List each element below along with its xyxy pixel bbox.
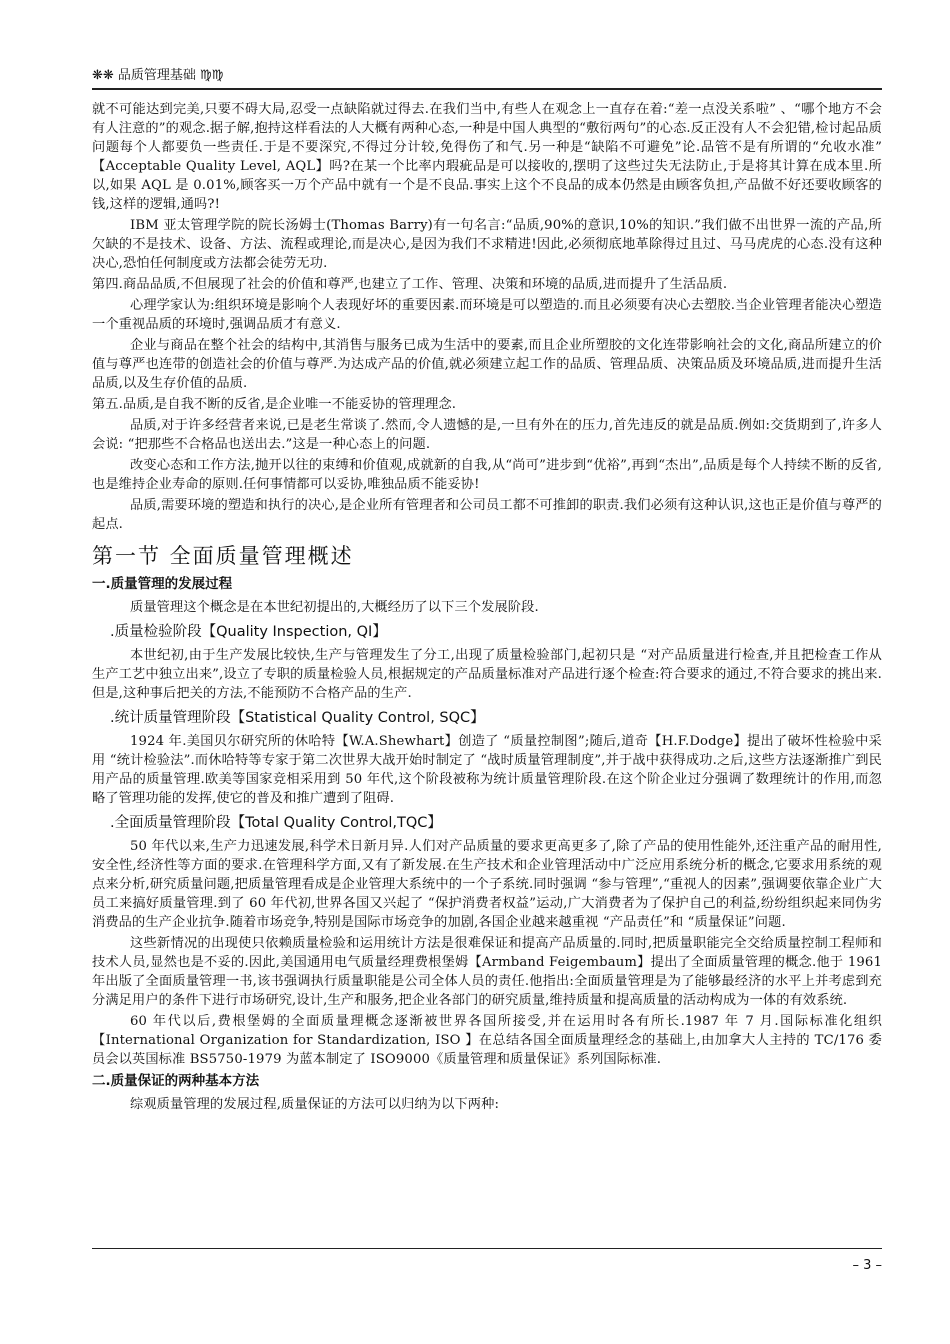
paragraph: 企业与商品在整个社会的结构中,其消售与服务已成为生活中的要素,而且企业所塑胶的文化连带影响社会的文化,商品所建立的价值与尊严也连带的创造社会的价值与尊严.为达成产品的价值,就必须建立起工作的品质、管理品质、决策品质及环境品质,进而提升生活品质,以及生存价值的品质.	[92, 338, 882, 391]
heading-tqc: .全面质量管理阶段【Total Quality Control,TQC】	[110, 815, 442, 831]
heading-sqc: .统计质量管理阶段【Statistical Quality Control, SQC】	[110, 710, 485, 726]
page-header	[92, 66, 882, 90]
paragraph: 60 年代以后,费根堡姆的全面质量理概念逐渐被世界各国所接受,并在运用时各有所长.1987 年 7 月.国际标准化组织【International Organization for Standardization, ISO 】在总结各国全面质量理经念的基础上,由加拿大人主持的 TC/176 委员会以英国标准 BS5750-1979 为蓝本制定了 ISO9000《质量管理和质量保证》系列国际标准.	[92, 1014, 882, 1067]
page-number: – 3 –	[852, 1258, 882, 1273]
paragraph: 综观质量管理的发展过程,质量保证的方法可以归纳为以下两种:	[130, 1097, 500, 1112]
paragraph: 本世纪初,由于生产发展比较快,生产与管理发生了分工,出现了质量检验部门,起初只是 “对产品质量进行检查,并且把检查工作从生产工艺中独立出来”,设立了专职的质量检验人员,根据规定的产品质量标准对产品进行逐个检查:符合要求的通过,不符合要求的挑出来.但是,这种事后把关的方法,不能预防不合格产品的生产.	[92, 648, 882, 701]
paragraph: 就不可能达到完美,只要不碍大局,忍受一点缺陷就过得去.在我们当中,有些人在观念上一直存在着:“差一点没关系啦” 、“哪个地方不会有人注意的”的观念.据子解,抱持这样看法的人大概有两种心态,一种是中国人典型的“敷衍两句”的心态.反正没有人不会犯错,检讨起品质问题每个人都要负一些责任.于是不要深究,不得过分计较,免得伤了和气.另一种是“缺陷不可避免”论.品管不是有所谓的“允收水准” 【Acceptable Quality Level, AQL】吗?在某一个比率内瑕疵品是可以接收的,摆明了这些过失无法防止,于是将其计算在成本里.所以,如果 AQL 是 0.01%,顾客买一万个产品中就有一个是不良品.事实上这个不良品的成本仍然是由顾客负担,产品做不好还要收顾客的钱,这样的逻辑,通吗?!	[92, 102, 882, 212]
paragraph: 心理学家认为:组织环境是影响个人表现好坏的重要因素.而环境是可以塑造的.而且必须要有决心去塑胶.当企业管理者能决心塑造一个重视品质的环境时,强调品质才有意义.	[92, 298, 882, 332]
paragraph: IBM 亚太管理学院的院长汤姆士(Thomas Barry)有一句名言:“品质,90%的意识,10%的知识.”我们做不出世界一流的产品,所欠缺的不是技术、设备、方法、流程或理论,而是决心,是因为我们不求精进!因此,必须彻底地革除得过且过、马马虎虎的心态.没有这种决心,恐怕任何制度或方法都会徒劳无功.	[92, 218, 882, 271]
paragraph: 品质,需要环境的塑造和执行的决心,是企业所有管理者和公司员工都不可推卸的职责.我们必须有这种认识,这也正是价值与尊严的起点.	[92, 498, 882, 532]
heading-qi: .质量检验阶段【Quality Inspection, QI】	[110, 624, 387, 640]
header-title: ❋❋ 品质管理基础 ♍♍	[92, 68, 224, 83]
heading-development: 一.质量管理的发展过程	[92, 576, 233, 592]
document-body	[92, 100, 882, 1116]
paragraph: 这些新情况的出现使只依赖质量检验和运用统计方法是很难保证和提高产品质量的.同时,把质量职能完全交给质量控制工程师和技术人员,显然也是不妥的.因此,美国通用电气质量经理费根堡姆【Armband Feigembaum】提出了全面质量管理的概念.他于 1961 年出版了全面质量管理一书,该书强调执行质量职能是公司全体人员的责任.他指出:全面质量管理是为了能够最经济的水平上并考虑到充分满足用户的条件下进行市场研究,设计,生产和服务,把企业各部门的研究质量,维持质量和提高质量的活动构成为一体的有效系统.	[92, 936, 882, 1008]
paragraph: 50 年代以来,生产力迅速发展,科学术日新月异.人们对产品质量的要求更高更多了,除了产品的使用性能外,还注重产品的耐用性,安全性,经济性等方面的要求.在管理科学方面,又有了新发展.在生产技术和企业管理活动中广泛应用系统分析的概念,它要求用系统的观点来分析,研究质量问题,把质量管理看成是企业管理大系统中的一个子系统.同时强调 “参与管理”,“重视人的因素”,强调要依靠企业广大员工来搞好质量管理.到了 60 年代初,世界各国又兴起了 “保护消费者权益”运动,广大消费者为了保护自己的利益,纷纷组织起来同伪劣消费品的生产企业抗争.随着市场竞争,特别是国际市场竞争的加剧,各国企业越来越重视 “产品责任”和 “质量保证”问题.	[92, 839, 882, 930]
paragraph: 第四.商品品质,不但展现了社会的价值和尊严,也建立了工作、管理、决策和环境的品质,进而提升了生活品质.	[92, 277, 728, 292]
section-title: 第一节 全面质量管理概述	[92, 544, 354, 568]
paragraph: 1924 年.美国贝尔研究所的休哈特【W.A.Shewhart】创造了 “质量控制图”;随后,道奇【H.F.Dodge】提出了破坏性检验中采用 “统计检验法”.而休哈特等专家于第二次世界大战开始时制定了 “战时质量管理制度”,并于战中获得成功.之后,这些方法逐渐推广到民用产品的质量管理.欧美等国家竞相采用到 50 年代,这个阶段被称为统计质量管理阶段.在这个阶企业过分强调了数理统计的作用,而忽略了管理功能的发挥,使它的普及和推广遭到了阻碍.	[92, 734, 882, 806]
paragraph: 质量管理这个概念是在本世纪初提出的,大概经历了以下三个发展阶段.	[130, 600, 539, 615]
paragraph: 品质,对于许多经营者来说,已是老生常谈了.然而,令人遗憾的是,一旦有外在的压力,首先违反的就是品质.例如:交货期到了,许多人会说: “把那些不合格品也送出去.”这是一种心态上的问题.	[92, 418, 882, 452]
heading-methods: 二.质量保证的两种基本方法	[92, 1073, 260, 1089]
footer-rule	[92, 1248, 882, 1249]
paragraph: 第五.品质,是自我不断的反省,是企业唯一不能妥协的管理理念.	[92, 397, 457, 412]
paragraph: 改变心态和工作方法,抛开以往的束缚和价值观,成就新的自我,从“尚可”进步到“优裕”,再到“杰出”,品质是每个人持续不断的反省,也是维持企业寿命的原则.任何事情都可以妥协,唯独品质不能妥协!	[92, 458, 882, 492]
